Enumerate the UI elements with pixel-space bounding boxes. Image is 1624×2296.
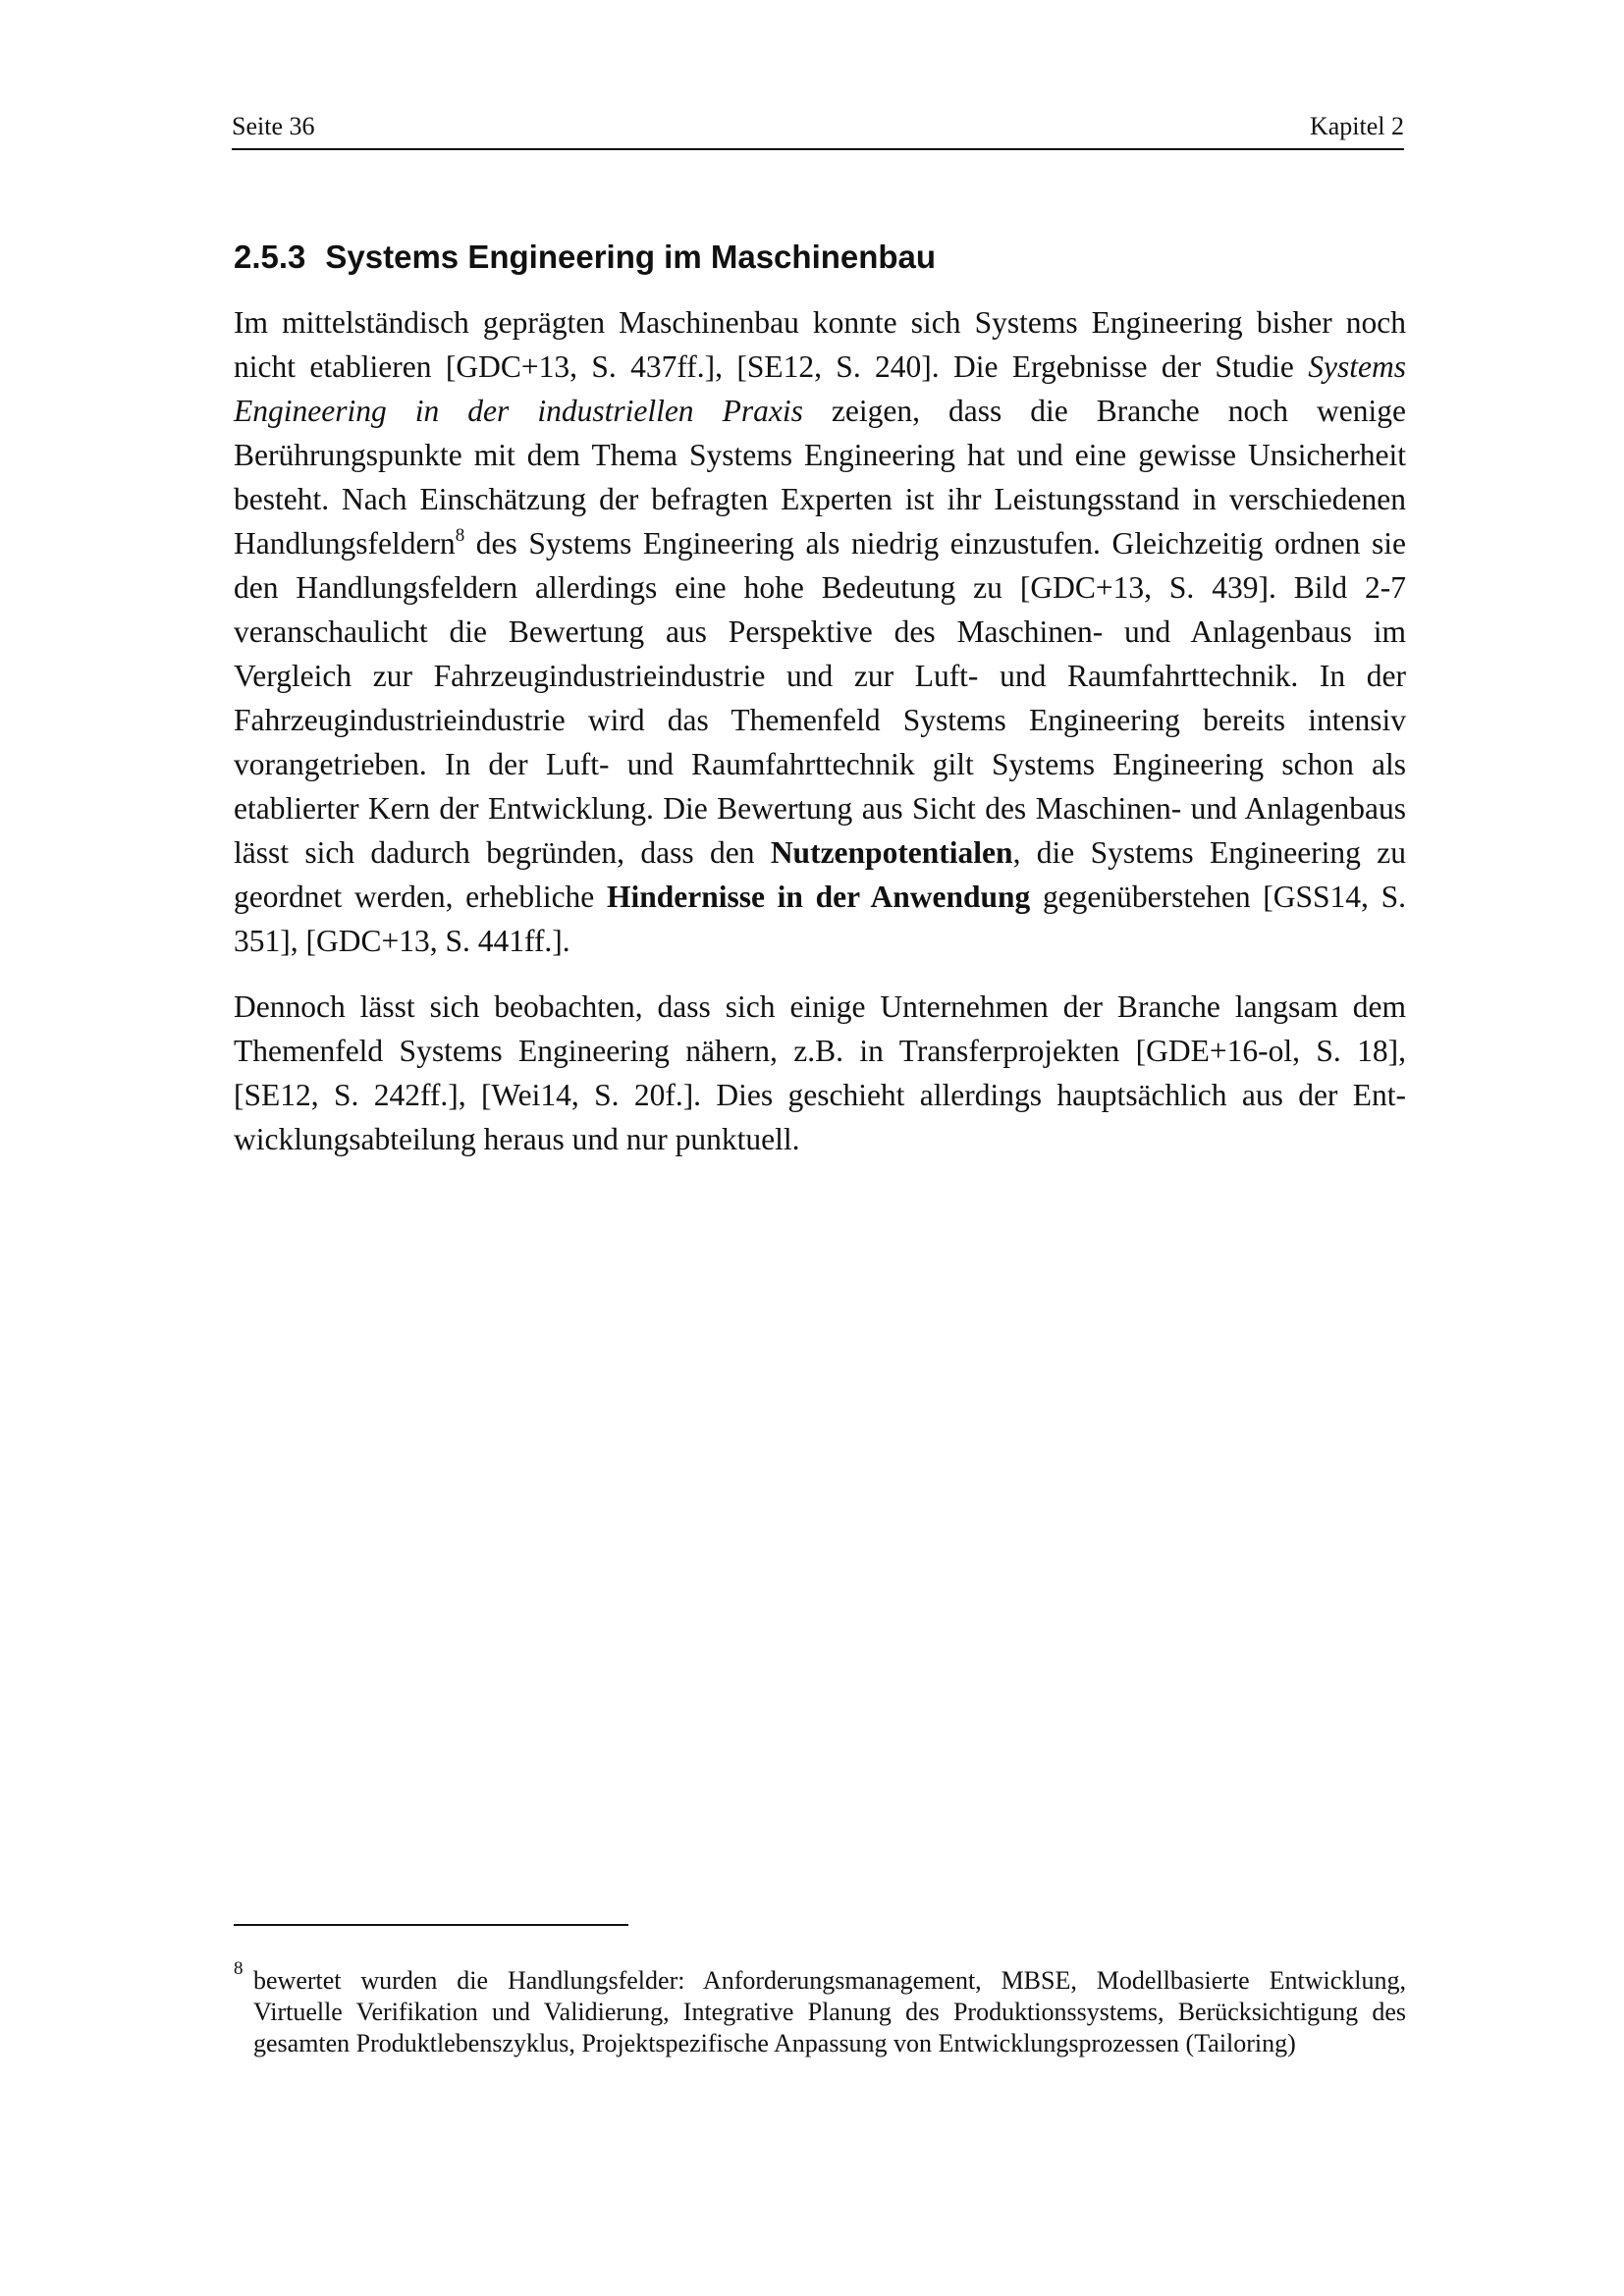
paragraph-1-text-1: Im mittelständisch geprägten Maschinenbau konnte sich Systems Engineering bisher noch nicht etablieren [GDC+13, S. 437ff.], [SE12, S. 240]. Die Ergebnisse der Studie — [234, 305, 1406, 384]
paragraph-1-text-5: gegenüberstehen [GSS14, S. 351], [GDC+13, S. 441ff.]. — [234, 880, 1406, 958]
chapter-label: Kapitel 2 — [1309, 112, 1404, 140]
footnote — [234, 1958, 1406, 2059]
paragraph-1-text-4: , die Systems Engineering zu geordnet werden, erhebliche — [234, 835, 1406, 914]
bold-term-hindernisse: Hindernisse in der Anwendung — [606, 880, 1031, 914]
paragraph-1-text-3: des Systems Engineering als niedrig einzustufen. Gleichzeitig ordnen sie den Handlungsfeldern allerdings eine hohe Bedeutung zu [GDC+13, S. 439]. Bild 2-7 veranschaulicht die Bewertung aus Perspektive des Maschinen- und Anlagenbaus im Vergleich zur Fahrzeugindustrieindustrie und zur Luft- und Raumfahrttechnik. In der Fahrzeugindustrieindustrie wird das Themenfeld Systems Engineering bereits intensiv vorangetrieben. In der Luft- und Raumfahrttechnik gilt Systems Engineering schon als etablierter Kern der Entwicklung. Die Bewertung aus Sicht des Maschinen- und Anlagenbaus lässt sich dadurch begründen, dass den — [234, 526, 1406, 870]
paragraph-1-text-2: zeigen, dass die Branche noch wenige Berührungspunkte mit dem Thema Systems Engineering hat und eine gewisse Unsicherheit besteht. Nach Einschätzung der befragten Experten ist ihr Leistungsstand in verschiedenen Handlungsfeldern — [234, 394, 1406, 561]
section-title: Systems Engineering im Maschinenbau — [325, 239, 937, 275]
footnote-mark: 8 — [234, 1958, 244, 1979]
section-number: 2.5.3 — [234, 239, 306, 275]
study-title: Systems Engineering in der industriellen Praxis — [234, 349, 1406, 428]
body-paragraph-1 — [234, 300, 1406, 963]
page-number: Seite 36 — [232, 112, 315, 140]
footnote-reference[interactable]: 8 — [455, 525, 465, 546]
running-header — [232, 107, 1404, 150]
section-heading — [234, 234, 1406, 281]
bold-term-nutzenpotentiale: Nutzenpotentialen — [770, 835, 1013, 870]
footnote-divider — [234, 1924, 628, 1926]
footnote-text: bewertet wurden die Handlungsfelder: Anforderungsmanagement, MBSE, Modellbasierte Entwicklung, Virtuelle Verifikation und Validierung, Integrative Planung des Produktionssystems, Berücksichtigung des gesamten Produktlebenszyklus, Projektspezifische Anpassung von Entwicklungsprozessen (Tailoring) — [253, 1966, 1406, 2057]
body-paragraph-2: Dennoch lässt sich beobachten, dass sich einige Unternehmen der Branche langsam dem Themenfeld Systems Engineering nähern, z.B. in Transferprojekten [GDE+16-ol, S. 18], [SE12, S. 242ff.], [Wei14, S. 20f.]. Dies geschieht allerdings hauptsächlich aus der Entwicklungsabteilung heraus und nur punktuell. — [234, 989, 1406, 1156]
